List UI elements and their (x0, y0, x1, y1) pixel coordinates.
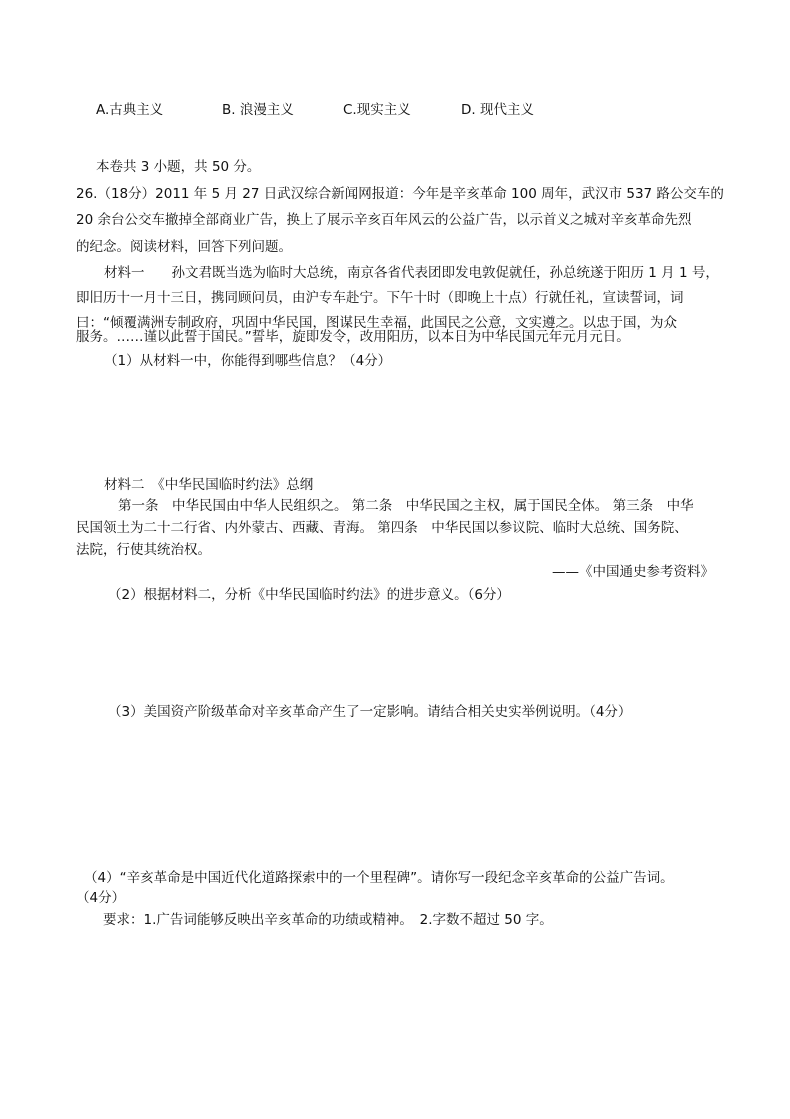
requirement-text: 要求：1.广告词能够反映出辛亥革命的功绩或精神。 2.字数不超过 50 字。 (103, 912, 553, 928)
sub-question-1: （1）从材料一中，你能得到哪些信息？（4分） (104, 353, 392, 369)
material-1-line-3: 曰：“倾覆满洲专制政府，巩固中华民国，图谋民生幸福，此国民之公意，文实遵之。以忠于国，为众 (76, 315, 677, 331)
option-a: A.古典主义 (96, 102, 164, 118)
material-1-line-4: 服务。……谨以此誓于国民。”誓毕，旋即发令，改用阳历，以本日为中华民国元年元月元日。 (76, 329, 630, 345)
material-2-source: ——《中国通史参考资料》 (552, 564, 714, 580)
section-intro: 本卷共 3 小题，共 50 分。 (96, 159, 261, 175)
material-1-line-2: 即旧历十一月十三日，携同顾问员，由沪专车赴宁。下午十时（即晚上十点）行就任礼，宣读誓词，词 (76, 290, 684, 306)
sub-question-2: （2）根据材料二，分析《中华民国临时约法》的进步意义。（6分） (108, 587, 510, 603)
sub-question-4-line-2: （4分） (76, 890, 126, 906)
sub-question-3: （3）美国资产阶级革命对辛亥革命产生了一定影响。请结合相关史实举例说明。（4分） (108, 704, 632, 720)
material-2-line-2: 民国领土为二十二行省、内外蒙古、西藏、青海。 第四条 中华民国以参议院、临时大总统、国务院、 (76, 520, 688, 536)
option-b: B. 浪漫主义 (222, 102, 294, 118)
material-2-line-1: 第一条 中华民国由中华人民组织之。 第二条 中华民国之主权，属于国民全体。 第三条 中华 (118, 498, 694, 514)
multiple-choice-options (0, 101, 790, 119)
question-26-stem-line-3: 的纪念。阅读材料，回答下列问题。 (76, 239, 292, 255)
sub-question-4-line-1: （4）“辛亥革命是中国近代化道路探索中的一个里程碑”。请你写一段纪念辛亥革命的公益广告词。 (84, 870, 674, 886)
question-26-stem-line-2: 20 余台公交车撤掉全部商业广告，换上了展示辛亥百年风云的公益广告，以示首义之城对辛亥革命先烈 (76, 212, 692, 228)
material-1-line-1: 材料一 孙文君既当选为临时大总统，南京各省代表团即发电敦促就任，孙总统遂于阳历 1 月 1 号， (104, 265, 719, 281)
question-26-stem-line-1: 26.（18分）2011 年 5 月 27 日武汉综合新闻网报道：今年是辛亥革命 100 周年，武汉市 537 路公交车的 (76, 186, 724, 202)
material-2-line-3: 法院，行使其统治权。 (76, 542, 211, 558)
material-2-title: 材料二 《中华民国临时约法》总纲 (104, 477, 314, 493)
option-d: D. 现代主义 (461, 102, 534, 118)
option-c: C.现实主义 (343, 102, 411, 118)
